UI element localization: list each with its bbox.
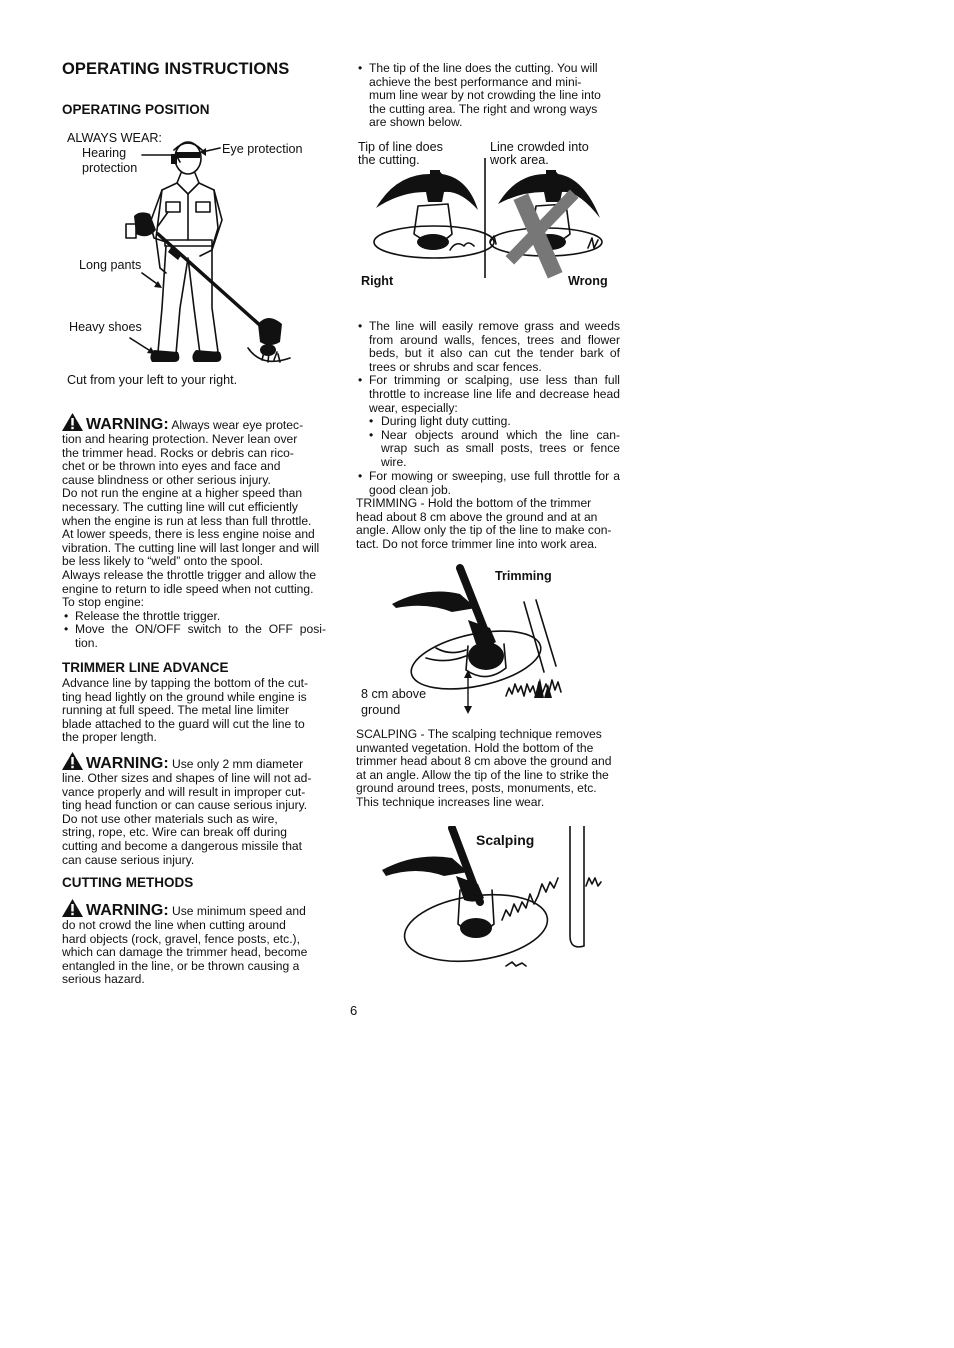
operating-position-heading: OPERATING POSITION bbox=[62, 102, 210, 117]
right-label: Right bbox=[361, 274, 394, 288]
body-text-line: ting head lightly on the ground while engine is bbox=[62, 689, 307, 704]
warning-text-line: Always wear eye protec- bbox=[171, 418, 304, 432]
always-wear-label: ALWAYS WEAR: bbox=[67, 131, 162, 145]
trimming-figure bbox=[356, 562, 620, 722]
heavy-shoes-label: Heavy shoes bbox=[69, 320, 142, 334]
list-item: • For mowing or sweeping, use full throttle for a good clean job. bbox=[356, 470, 620, 497]
mowing-list bbox=[356, 470, 620, 497]
warning-text-line: chet or be thrown into eyes and face and bbox=[62, 459, 281, 474]
body-text-line: when the engine is run at less than full throttle. bbox=[62, 513, 312, 528]
wrong-caption-line: Line crowded into bbox=[490, 140, 589, 154]
scalping-illustration bbox=[356, 826, 620, 984]
right-caption-line: the cutting. bbox=[358, 153, 420, 167]
right-wrong-illustration bbox=[356, 138, 620, 294]
scalping-figure-title: Scalping bbox=[476, 832, 535, 848]
warning-title: WARNING: bbox=[86, 755, 169, 772]
list-item: • For trimming or scalping, use less than full throttle to increase line life and decrease head wear, especially: bbox=[356, 374, 620, 415]
throttle-sub-list bbox=[356, 415, 620, 469]
body-text-line: unwanted vegetation. Hold the bottom of the bbox=[356, 740, 594, 755]
right-wrong-figure bbox=[356, 138, 620, 294]
warning-text-line: tion and hearing protection. Never lean over bbox=[62, 432, 298, 446]
body-text-line: Always release the throttle trigger and allow the bbox=[62, 567, 317, 582]
cutting-methods-heading: CUTTING METHODS bbox=[62, 875, 194, 890]
warning-text-line: can cause serious injury. bbox=[62, 852, 195, 867]
figure-caption: Cut from your left to your right. bbox=[67, 373, 238, 387]
height-label-line: ground bbox=[361, 703, 401, 717]
body-text-line: be less likely to “weld” onto the spool. bbox=[62, 554, 263, 569]
body-text-line: at an angle. Allow the tip of the line to strike the bbox=[356, 767, 609, 782]
warning-text-line: cause blindness or other serious injury. bbox=[62, 472, 271, 487]
body-text-line: the proper length. bbox=[62, 730, 157, 745]
warning-title: WARNING: bbox=[86, 902, 169, 919]
trimming-illustration bbox=[356, 562, 620, 722]
page-number: 6 bbox=[350, 1003, 358, 1018]
body-text-line: At lower speeds, there is less engine noise and bbox=[62, 527, 315, 542]
body-text-line: head about 8 cm above the ground and at an bbox=[356, 509, 598, 524]
warning-text-line: Use minimum speed and bbox=[172, 904, 306, 918]
warning-text-line: vance properly and will result in improper cut- bbox=[62, 784, 306, 799]
body-text-line: mum line wear by not crowding the line into bbox=[369, 88, 601, 103]
body-text-line: Advance line by tapping the bottom of the cut- bbox=[62, 676, 309, 690]
body-text-line: vibration. The cutting line will last longer and will bbox=[62, 540, 320, 555]
body-text-line: necessary. The cutting line will cut efficiently bbox=[62, 499, 298, 514]
warning-block-2 bbox=[62, 752, 326, 867]
warning-text-line: entangled in the line, or be thrown causing a bbox=[62, 958, 300, 973]
body-text-line: angle. Allow only the tip of the line to make con- bbox=[356, 523, 612, 538]
body-text-line: are shown below. bbox=[369, 115, 463, 130]
body-text-line: This technique increases line wear. bbox=[356, 794, 545, 809]
warning-block-1 bbox=[62, 413, 326, 651]
list-item: • Release the throttle trigger. bbox=[62, 610, 326, 624]
warning-text-line: hard objects (rock, gravel, fence posts, etc.), bbox=[62, 931, 300, 946]
warning-text-line: cutting and become a dangerous missile that bbox=[62, 838, 303, 853]
scalping-figure bbox=[356, 826, 620, 984]
warning-text-line: do not crowd the line when cutting around bbox=[62, 918, 286, 932]
wrong-caption-line: work area. bbox=[490, 153, 549, 167]
trimmer-line-heading: TRIMMER LINE ADVANCE bbox=[62, 660, 229, 675]
body-text-line: engine to return to idle speed when not cutting. bbox=[62, 581, 314, 596]
body-text-line: • The tip of the line does the cutting. You will bbox=[369, 61, 598, 75]
body-text-line: achieve the best performance and mini- bbox=[369, 74, 582, 89]
page-title: OPERATING INSTRUCTIONS bbox=[62, 60, 290, 78]
warning-text-line: Do not use other materials such as wire, bbox=[62, 811, 278, 826]
warning-triangle-icon bbox=[62, 752, 83, 773]
warning-text-line: line. Other sizes and shapes of line will not ad- bbox=[62, 771, 312, 785]
trimming-figure-title: Trimming bbox=[495, 569, 552, 583]
warning-text-line: the trimmer head. Rocks or debris can rico- bbox=[62, 445, 294, 460]
trimming-text bbox=[356, 497, 620, 551]
warning-title: WARNING: bbox=[86, 416, 169, 433]
height-label-line: 8 cm above bbox=[361, 687, 427, 701]
trimmer-line-text bbox=[62, 677, 326, 745]
cutting-advice-list bbox=[356, 320, 620, 415]
body-text-line: blade attached to the guard will cut the line to bbox=[62, 716, 305, 731]
protection-label: protection bbox=[82, 161, 138, 175]
warning-block-3 bbox=[62, 899, 326, 987]
scalping-text bbox=[356, 728, 620, 810]
list-item: • Near objects around which the line can- wrap such as small posts, trees or fence wire. bbox=[356, 429, 620, 470]
body-text-line: tact. Do not force trimmer line into work area. bbox=[356, 536, 598, 551]
cutting-tip-list bbox=[356, 62, 620, 130]
right-caption-line: Tip of line does bbox=[358, 140, 443, 154]
list-item: • During light duty cutting. bbox=[356, 415, 620, 429]
warning-text-line: Use only 2 mm diameter bbox=[172, 757, 304, 771]
warning-text-line: string, rope, etc. Wire can break off during bbox=[62, 825, 287, 840]
body-text-line: ground around trees, posts, monuments, etc. bbox=[356, 781, 597, 796]
list-item bbox=[356, 62, 620, 130]
warning-text-line: which can damage the trimmer head, become bbox=[62, 945, 308, 960]
body-text-line: SCALPING - The scalping technique removes bbox=[356, 727, 602, 741]
body-text-line: To stop engine: bbox=[62, 595, 145, 610]
hearing-label: Hearing bbox=[82, 146, 127, 160]
stop-engine-list bbox=[62, 610, 326, 651]
operating-position-figure bbox=[62, 128, 326, 390]
warning-text-line: serious hazard. bbox=[62, 972, 145, 987]
long-pants-label: Long pants bbox=[79, 258, 142, 272]
body-text-line: Do not run the engine at a higher speed than bbox=[62, 486, 303, 501]
wrong-label: Wrong bbox=[568, 274, 608, 288]
body-text-line: TRIMMING - Hold the bottom of the trimmer bbox=[356, 496, 592, 510]
eye-protection-label: Eye protection bbox=[222, 142, 303, 156]
body-text-line: running at full speed. The metal line limiter bbox=[62, 703, 289, 718]
list-item: • The line will easily remove grass and weeds from around walls, fences, trees and flower beds, but it also can cut the tender bark of trees or shrubs and scar fences. bbox=[356, 320, 620, 374]
body-text-line: the cutting area. The right and wrong ways bbox=[369, 101, 598, 116]
list-item: • Move the ON/OFF switch to the OFF posi- tion. bbox=[62, 623, 326, 650]
warning-triangle-icon bbox=[62, 899, 83, 920]
warning-triangle-icon bbox=[62, 413, 83, 434]
warning-text-line: ting head function or can cause serious injury. bbox=[62, 798, 308, 813]
operator-illustration bbox=[62, 128, 326, 390]
body-text-line: trimmer head about 8 cm above the ground and bbox=[356, 754, 612, 769]
